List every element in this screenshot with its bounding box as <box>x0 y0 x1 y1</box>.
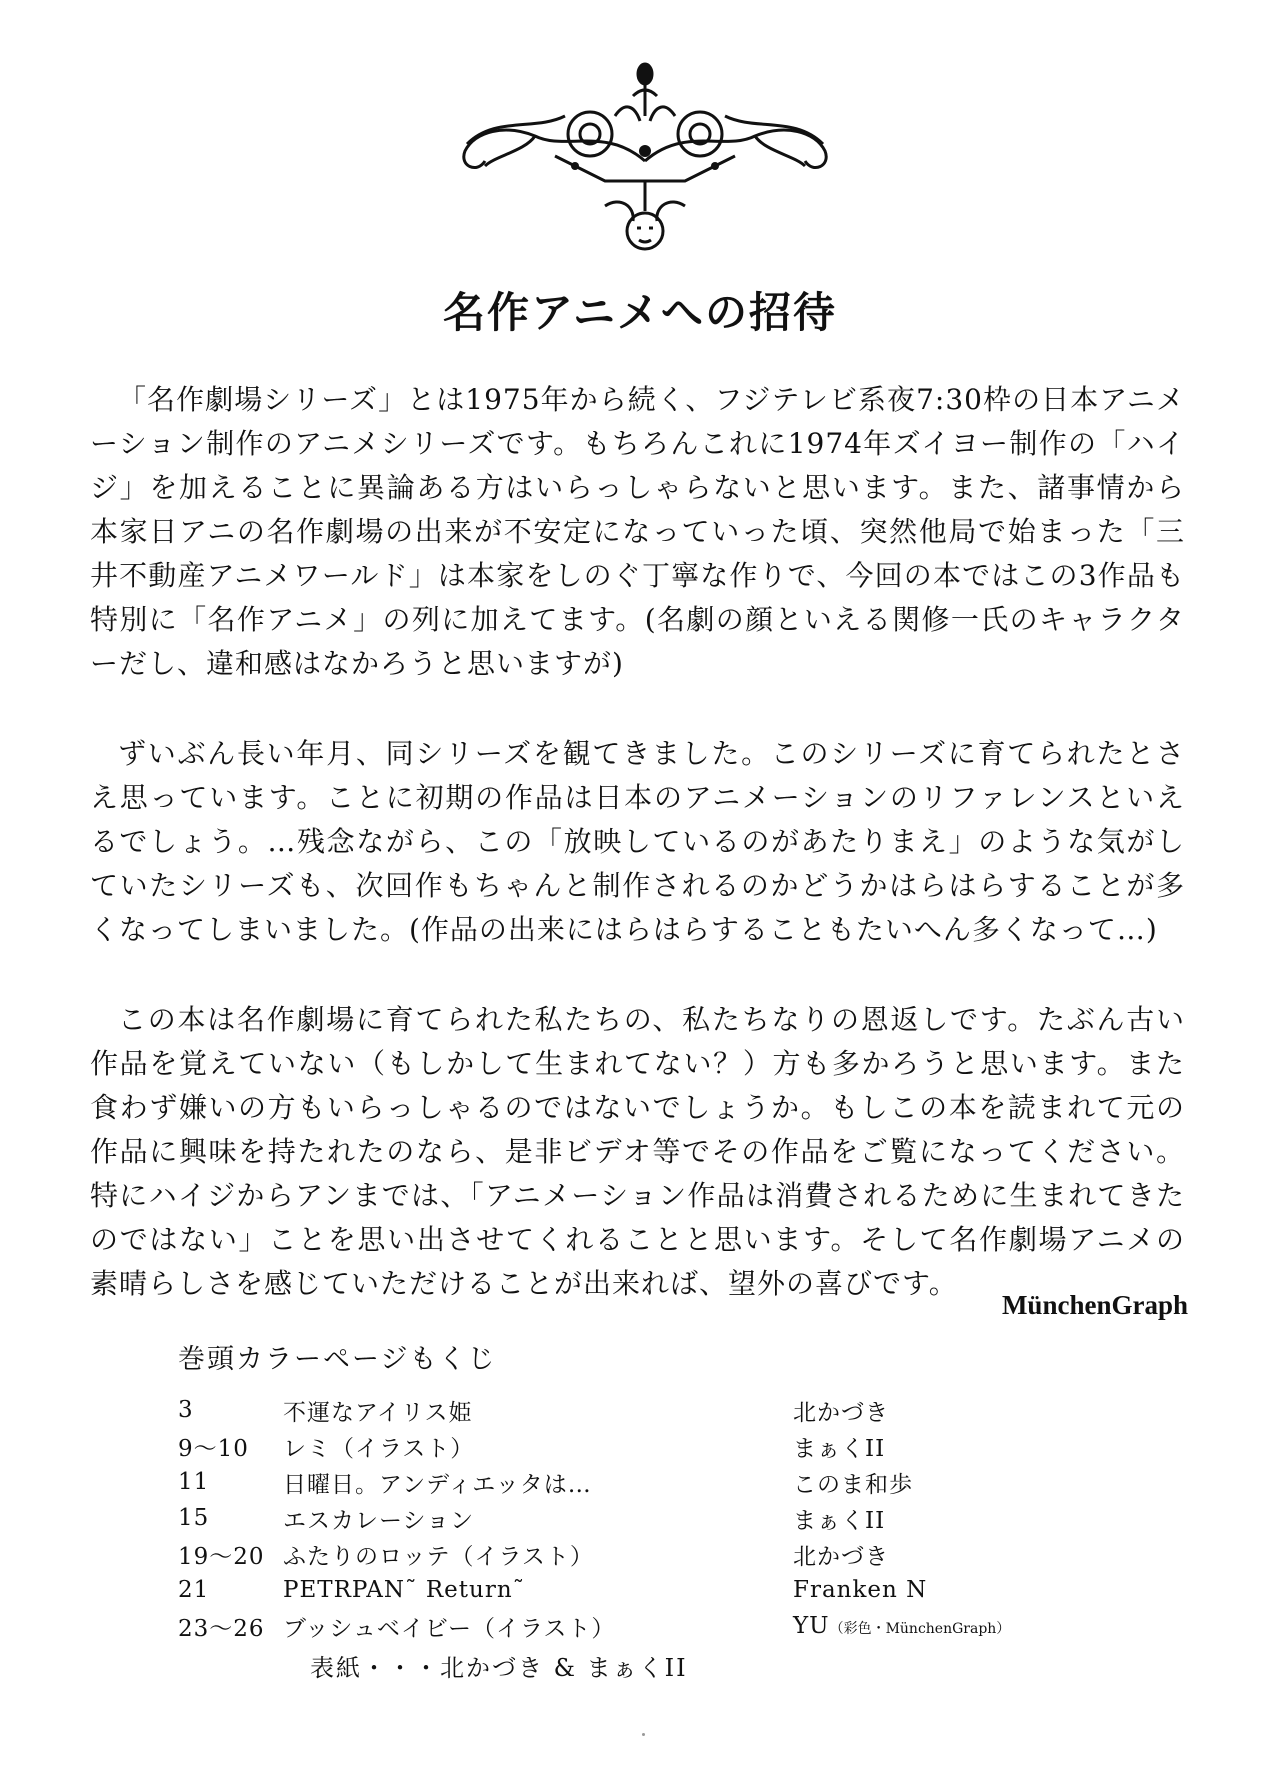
cover-credit: 表紙・・・北かづき & まぁくII <box>310 1654 688 1682</box>
toc-author: まぁくII <box>793 1507 886 1534</box>
paragraph: 「名作劇場シリーズ」とは1975年から続く、フジテレビ系夜7:30枠の日本アニメーション制作のアニメシリーズです。もちろんこれに1974年ズイヨー制作の「ハイジ」を加えることに異論ある方はいらっしゃらないと思います。また、諸事情から本家日アニの名作劇場の出来が不安定になっていった頃、突然他局で始まった「三井不動産アニメワールド」は本家をしのぐ丁寧な作りで、今回の本ではこの3作品も特別に「名作アニメ」の列に加えてます。(名劇の顔といえる関修一氏のキャラクターだし、違和感はなかろうと思いますが) <box>90 383 1185 680</box>
toc-row <box>178 1464 1078 1500</box>
paragraph: この本は名作劇場に育てられた私たちの、私たちなりの恩返しです。たぶん古い作品を覚えていない（もしかして生まれてない？）方も多かろうと思います。また食わず嫌いの方もいらっしゃるのではないでしょうか。もしこの本を読まれて元の作品に興味を持たれたのなら、是非ビデオ等でその作品をご覧になってください。特にハイジからアンまでは、「アニメーション作品は消費されるために生まれてきたのではない」ことを思い出させてくれることと思います。そして名作劇場アニメの素晴らしさを感じていただけることが出来れば、望外の喜びです。 <box>90 1003 1185 1300</box>
toc-author: 北かづき <box>793 1543 889 1570</box>
author-signature: MünchenGraph <box>1001 1290 1188 1320</box>
toc-work: エスカレーション <box>283 1507 475 1534</box>
ornament-illustration <box>455 56 835 281</box>
table-of-contents <box>178 1392 1078 1644</box>
page-title: 名作アニメへの招待 <box>443 288 837 337</box>
toc-row <box>178 1608 1078 1644</box>
toc-row <box>178 1392 1078 1428</box>
toc-work: ブッシュベイビー（イラスト） <box>283 1615 616 1642</box>
toc-page: 9〜10 <box>178 1435 249 1462</box>
toc-row <box>178 1572 1078 1608</box>
toc-page: 21 <box>178 1577 210 1603</box>
toc-page: 3 <box>178 1397 194 1423</box>
print-dot <box>642 1733 645 1736</box>
toc-author: このま和歩 <box>793 1471 913 1498</box>
toc-author-name: YU <box>793 1613 830 1639</box>
toc-page: 15 <box>178 1505 210 1531</box>
toc-work: 不運なアイリス姫 <box>283 1399 473 1426</box>
toc-heading: 巻頭カラーページもくじ <box>178 1344 497 1375</box>
toc-work: 日曜日。アンディエッタは… <box>283 1471 592 1498</box>
toc-row <box>178 1536 1078 1572</box>
toc-credit: （彩色・MünchenGraph） <box>829 1621 1011 1637</box>
paragraph: ずいぶん長い年月、同シリーズを観てきました。このシリーズに育てられたとさえ思っています。ことに初期の作品は日本のアニメーションのリファレンスといえるでしょう。…残念ながら、この「放映しているのがあたりまえ」のような気がしていたシリーズも、次回作もちゃんと制作されるのかどうかはらはらすることが多くなってしまいました。(作品の出来にはらはらすることもたいへん多くなって…) <box>90 737 1185 946</box>
intro-body <box>90 378 1185 1352</box>
toc-author: Franken N <box>793 1577 928 1603</box>
toc-author <box>793 1613 1010 1639</box>
toc-work: レミ（イラスト） <box>283 1435 475 1462</box>
toc-page: 11 <box>178 1469 210 1495</box>
toc-work: ふたりのロッテ（イラスト） <box>283 1543 594 1570</box>
toc-row <box>178 1500 1078 1536</box>
toc-work: PETRPAN˜ Return˜ <box>283 1577 526 1603</box>
toc-author: まぁくII <box>793 1435 886 1462</box>
toc-row <box>178 1428 1078 1464</box>
toc-author: 北かづき <box>793 1399 889 1426</box>
toc-page: 19〜20 <box>178 1543 265 1570</box>
toc-page: 23〜26 <box>178 1615 265 1642</box>
